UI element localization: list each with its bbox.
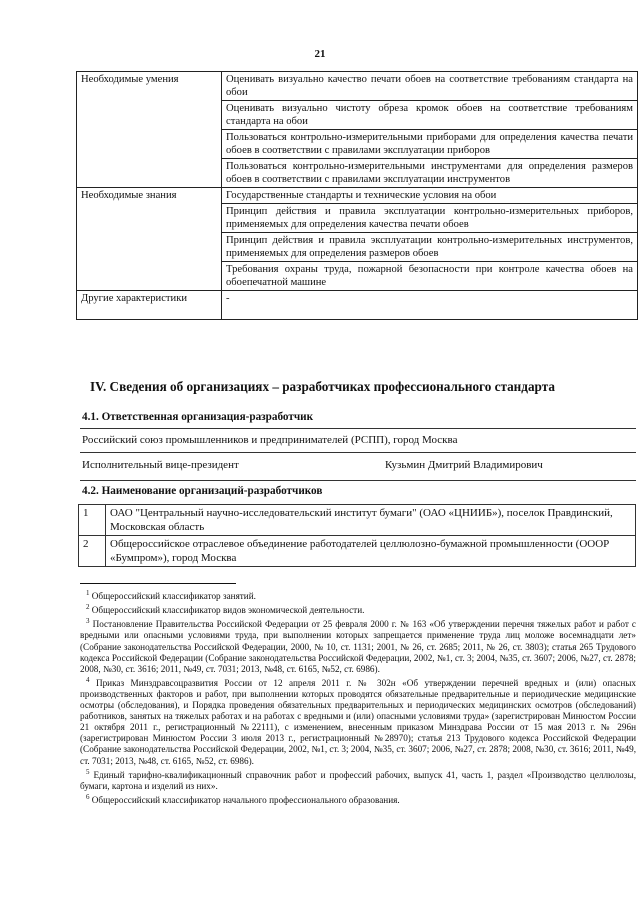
footnote: $^1$ Общероссийский классификатор занятий. bbox=[86, 589, 256, 602]
footnote: $^4$ Приказ Минздравсоцразвития России от 12 апреля 2011 г. № 302н «Об утверждении перечней вредных и (или) опасных производственных факторов и работ, при выполнении которых проводятся обязательные предварительные и периодические медицинские осмотры (обследования), и Порядка проведения обязательных предварительных и периодических медицинских осмотров (обследований) работников, занятых на тяжелых работах и на работах с вредными и (или) опасными условиями труда» (зарегистрирован Минюстом России 21 октября 2011 г., регистрационный №22111), с изменением, внесенным приказом Минздрава России от 15 мая 2013 г. № 296н (зарегистрирован Минюстом России 3 июля 2013 г., регистрационный №28970); статья 213 Трудового кодекса Российской Федерации (Собрание законодательства Российской Федерации, 2002, №1, ст. 3; 2004, №35, ст. 3607; 2006, №27, ст. 2878; 2008, №30, ст. 3616; 2011, №49, ст. 7031; 2013, №48, ст. 6165, №52, ст. 6986). bbox=[80, 675, 637, 766]
footnote: $^6$ Общероссийский классификатор начального профессионального образования. bbox=[86, 792, 400, 805]
table-cell: Принцип действия и правила эксплуатации контрольно-измерительных приборов, применяемых для определения качества печати обоев bbox=[222, 204, 638, 233]
responsible-org-row bbox=[80, 428, 636, 453]
footnotes bbox=[80, 588, 636, 806]
table-cell: Пользоваться контрольно-измерительными инструментами для определения размеров обоев в соответствии с правилами эксплуатации инструментов bbox=[222, 159, 638, 188]
table-cell: Оценивать визуально чистоту обреза кромок обоев на соответствие требованиям стандарта на обои bbox=[222, 101, 638, 130]
skills-table bbox=[76, 71, 638, 320]
table-row bbox=[79, 536, 636, 567]
row-label: Необходимые умения bbox=[77, 72, 222, 188]
footnote: $^5$ Единый тарифно-квалификационный справочник работ и профессий рабочих, выпуск 41, часть 1, раздел «Производство целлюлозы, бумаги, картона и изделий из них». bbox=[80, 767, 637, 791]
subsection-title-responsible: 4.1. Ответственная организация-разработчик bbox=[82, 411, 314, 423]
subsection-title-developers: 4.2. Наименование организаций-разработчиков bbox=[82, 485, 323, 497]
row-label: Необходимые знания bbox=[77, 188, 222, 291]
row-label: Другие характеристики bbox=[77, 291, 222, 320]
table-cell: Государственные стандарты и технические условия на обои bbox=[222, 188, 638, 204]
table-cell: Принцип действия и правила эксплуатации контрольно-измерительных инструментов, применяемых для определения размеров обоев bbox=[222, 233, 638, 262]
responsible-org-name: Российский союз промышленников и предпринимателей (РСПП), город Москва bbox=[82, 434, 458, 446]
table-row bbox=[77, 291, 638, 320]
table-cell: Оценивать визуально качество печати обоев на соответствие требованиям стандарта на обои bbox=[222, 72, 638, 101]
developer-name: ОАО "Центральный научно-исследовательский институт бумаги" (ОАО «ЦНИИБ»), поселок Правдинский, Московская область bbox=[106, 505, 636, 536]
footnote: $^3$ Постановление Правительства Российской Федерации от 25 февраля 2000 г. № 163 «Об утверждении перечня тяжелых работ и работ с вредными или опасными условиями труда, при выполнении которых запрещается применение труда лиц моложе восемнадцати лет» (Собрание законодательства Российской Федерации, 2000, № 10, ст. 1131; 2001, № 26, ст. 2685; 2011, № 26, ст. 3803); статья 265 Трудового кодекса Российской Федерации (Собрание законодательства Российской Федерации, 2002, №1, ст. 3; 2004, №35, ст. 3607; 2006, №27, ст. 2878; 2008, №30, ст. 3616; 2011, №49, ст. 7031; 2013, №48, ст. 6165, №52, ст. 6986). bbox=[80, 617, 636, 674]
responsible-person-name: Кузьмин Дмитрий Владимирович bbox=[385, 459, 543, 471]
table-cell: Пользоваться контрольно-измерительными приборами для определения качества печати обоев в соответствии с правилами эксплуатации приборов bbox=[222, 130, 638, 159]
table-row bbox=[77, 72, 638, 101]
footnote: $^2$ Общероссийский классификатор видов экономической деятельности. bbox=[86, 603, 365, 616]
section-title: IV. Сведения об организациях – разработчиках профессионального стандарта bbox=[90, 379, 555, 394]
table-cell: - bbox=[222, 291, 638, 320]
page-number: 21 bbox=[314, 48, 326, 60]
table-cell: Требования охраны труда, пожарной безопасности при контроле качества обоев на обоепечатной машине bbox=[222, 262, 638, 291]
row-number: 2 bbox=[79, 536, 106, 567]
responsible-position: Исполнительный вице-президент bbox=[82, 459, 239, 471]
developers-table bbox=[78, 504, 636, 567]
table-row bbox=[79, 505, 636, 536]
footnote-divider bbox=[80, 583, 236, 584]
table-row bbox=[77, 188, 638, 204]
developer-name: Общероссийское отраслевое объединение работодателей целлюлозно-бумажной промышленности (ОООР «Бумпром»), город Москва bbox=[106, 536, 636, 567]
responsible-person-row bbox=[80, 458, 636, 481]
row-number: 1 bbox=[79, 505, 106, 536]
